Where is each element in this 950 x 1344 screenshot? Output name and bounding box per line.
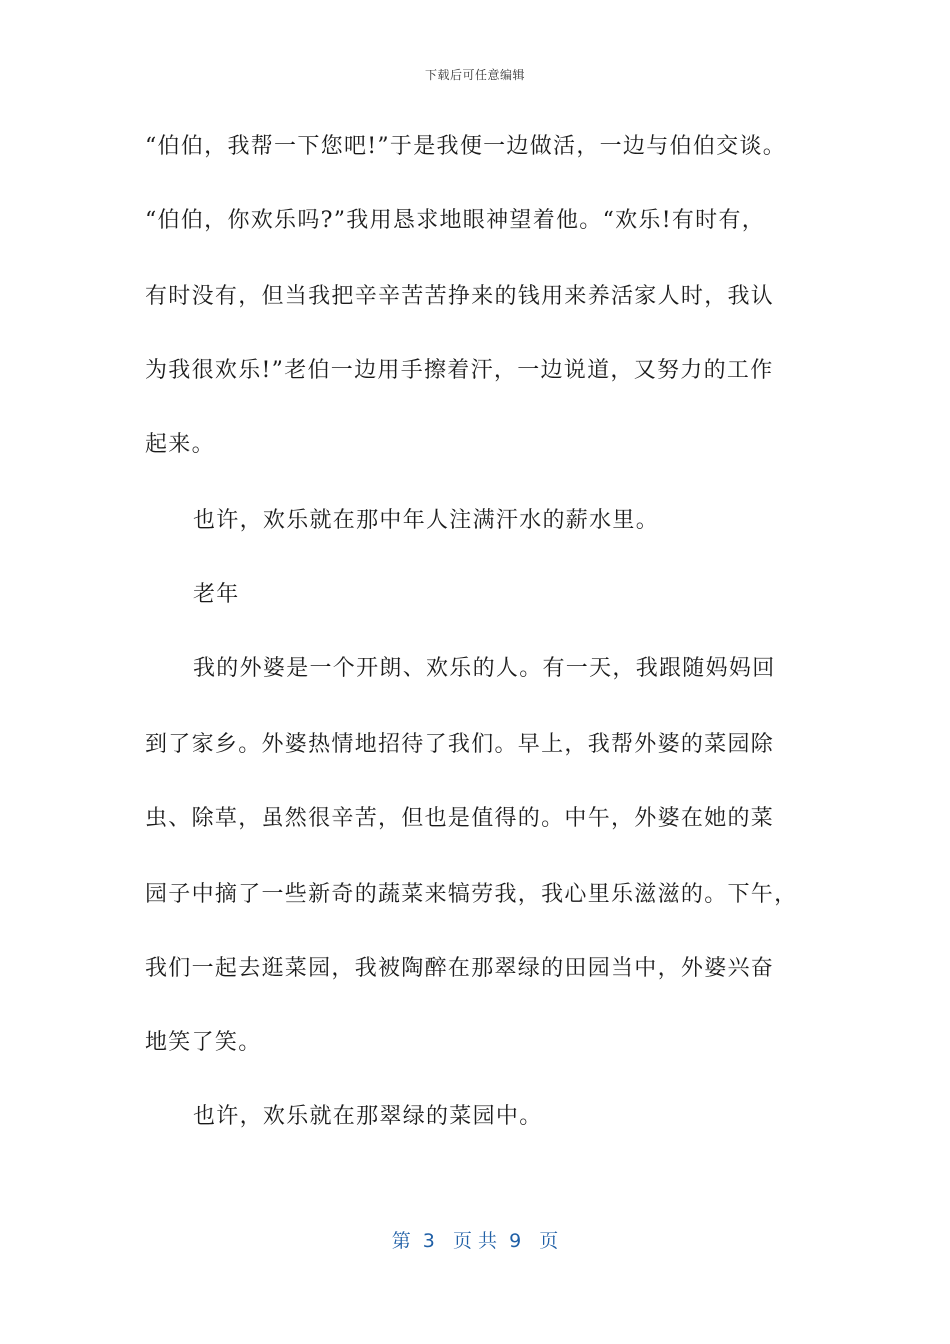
section-heading: 老年 bbox=[193, 582, 240, 607]
body-line: 为我很欢乐!”老伯一边用手擦着汗，一边说道，又努力的工作 bbox=[145, 358, 774, 383]
body-line: “伯伯，我帮一下您吧!”于是我便一边做活，一边与伯伯交谈。 bbox=[145, 134, 787, 159]
body-line: 园子中摘了一些新奇的蔬菜来犒劳我，我心里乐滋滋的。下午， bbox=[145, 882, 798, 907]
body-line: “伯伯，你欢乐吗?”我用恳求地眼神望着他。“欢乐!有时有， bbox=[145, 208, 766, 233]
body-line: 到了家乡。外婆热情地招待了我们。早上，我帮外婆的菜园除 bbox=[145, 732, 775, 757]
page-number-footer: 第 3 页 共 9 页 bbox=[391, 1230, 559, 1252]
paragraph-line: 也许，欢乐就在那翠绿的菜园中。 bbox=[193, 1104, 543, 1129]
paragraph-line: 也许，欢乐就在那中年人注满汗水的薪水里。 bbox=[193, 508, 660, 533]
body-line: 虫、除草，虽然很辛苦，但也是值得的。中午，外婆在她的菜 bbox=[145, 806, 775, 831]
paragraph-line: 我的外婆是一个开朗、欢乐的人。有一天，我跟随妈妈回 bbox=[193, 656, 776, 681]
body-line: 起来。 bbox=[145, 432, 215, 457]
body-line: 有时没有，但当我把辛辛苦苦挣来的钱用来养活家人时，我认 bbox=[145, 284, 775, 309]
body-line: 我们一起去逛菜园，我被陶醉在那翠绿的田园当中，外婆兴奋 bbox=[145, 956, 775, 981]
body-line: 地笑了笑。 bbox=[145, 1030, 262, 1055]
page-header: 下载后可任意编辑 bbox=[424, 68, 525, 82]
